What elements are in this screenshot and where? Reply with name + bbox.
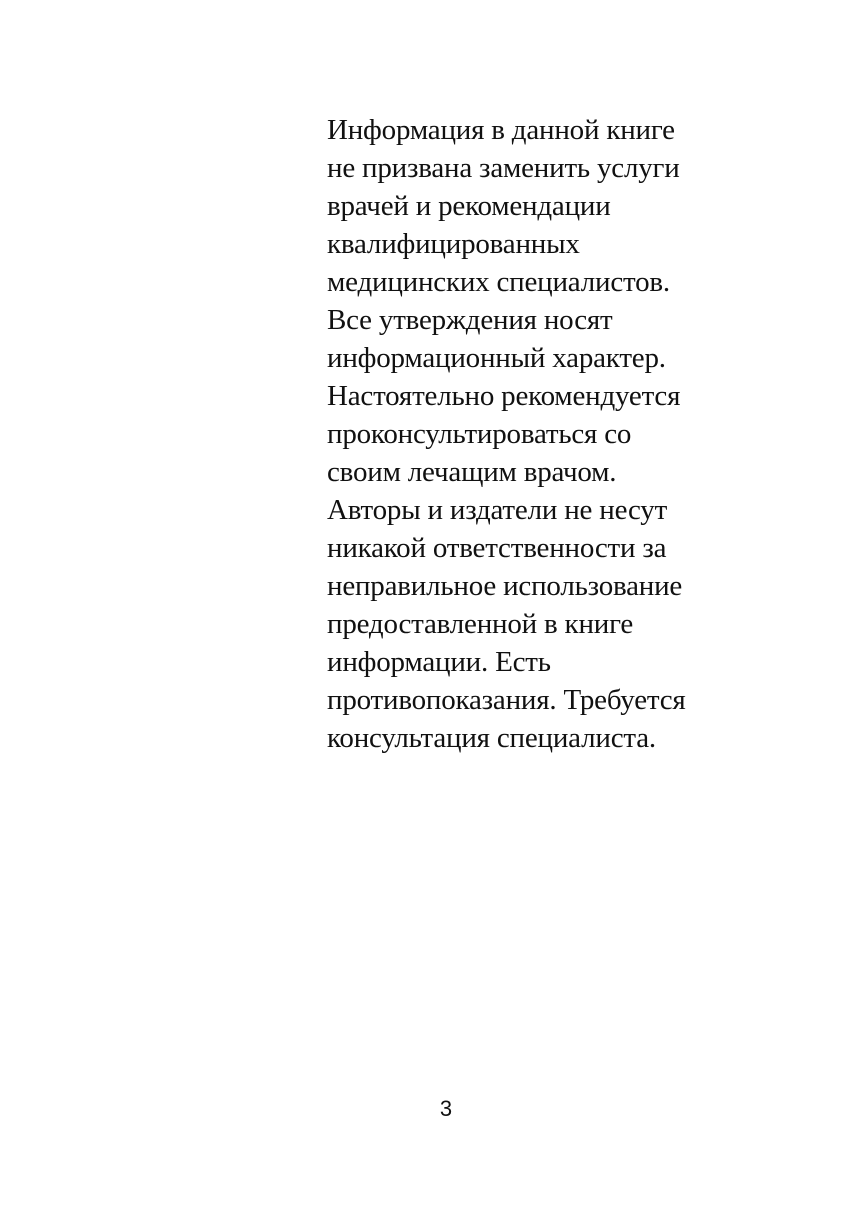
disclaimer-line: информационный характер.	[327, 342, 666, 374]
disclaimer-line: врачей и рекомендации	[327, 190, 611, 222]
disclaimer-line: противопоказания. Требуется	[327, 684, 686, 716]
disclaimer-line: не призвана заменить услуги	[327, 152, 680, 184]
disclaimer-line: Все утверждения носят	[327, 304, 613, 336]
disclaimer-line: Информация в данной книге	[327, 114, 675, 146]
page-number: 3	[439, 1096, 453, 1121]
disclaimer-line: предоставленной в книге	[327, 608, 634, 640]
disclaimer-line: своим лечащим врачом.	[327, 456, 617, 488]
disclaimer-line: Авторы и издатели не несут	[327, 494, 668, 526]
disclaimer-line: квалифицированных	[327, 228, 580, 260]
disclaimer-line: медицинских специалистов.	[327, 266, 670, 298]
disclaimer-line: Настоятельно рекомендуется	[327, 380, 681, 412]
disclaimer-line: информации. Есть	[327, 646, 551, 678]
medical-disclaimer	[327, 111, 747, 757]
disclaimer-line: никакой ответственности за	[327, 532, 667, 564]
disclaimer-line: неправильное использование	[327, 570, 683, 602]
disclaimer-line: консультация специалиста.	[327, 722, 656, 754]
disclaimer-line: проконсультироваться со	[327, 418, 632, 450]
